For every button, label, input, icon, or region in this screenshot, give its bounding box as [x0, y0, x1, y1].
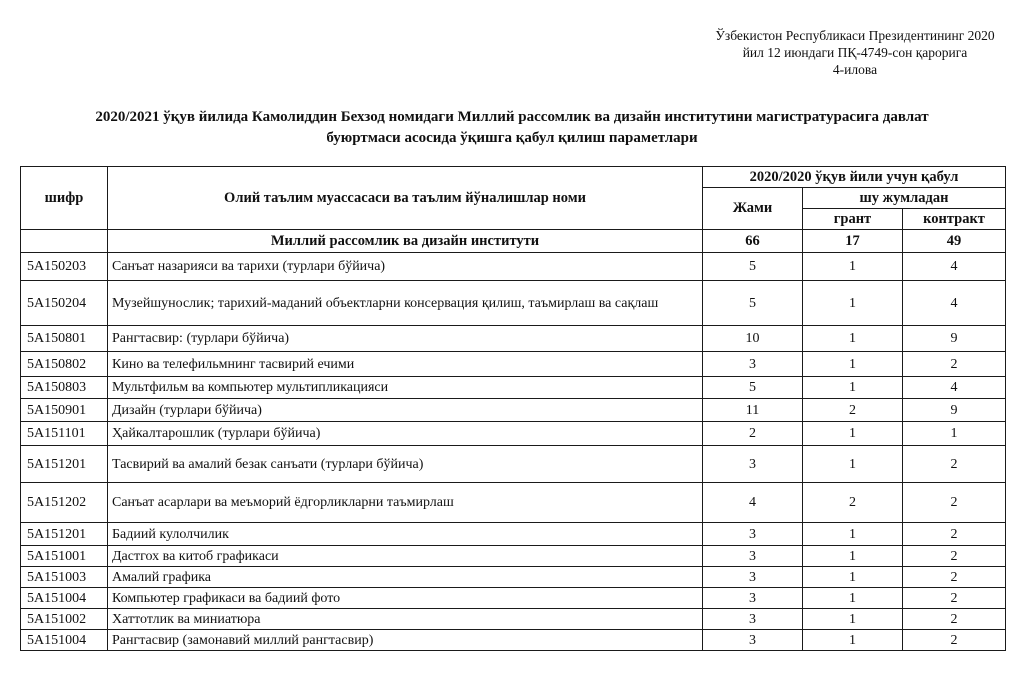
- row-name: Компьютер графикаси ва бадиий фото: [108, 588, 703, 609]
- row-grant: 1: [803, 588, 903, 609]
- header-grant: грант: [803, 209, 903, 230]
- row-contract: 2: [903, 588, 1006, 609]
- header-admission-group: 2020/2020 ўқув йили учун қабул: [703, 167, 1006, 188]
- row-grant: 1: [803, 567, 903, 588]
- table-row: [21, 352, 1006, 377]
- row-contract: 4: [903, 253, 1006, 281]
- row-name: Рангтасвир (замонавий миллий рангтасвир): [108, 630, 703, 651]
- document-title-line-2: буюртмаси асосида ўқишга қабул қилиш параметлари: [326, 130, 698, 146]
- table-row: [21, 630, 1006, 651]
- table-row: [21, 588, 1006, 609]
- row-name: Кино ва телефильмнинг тасвирий ечими: [108, 352, 703, 377]
- annex-line-3: 4-илова: [832, 62, 878, 77]
- row-total: 5: [703, 377, 803, 399]
- row-total: 3: [703, 588, 803, 609]
- institute-grant: 17: [803, 230, 903, 253]
- row-code: 5A151004: [21, 588, 108, 609]
- row-grant: 1: [803, 352, 903, 377]
- row-name: Амалий графика: [108, 567, 703, 588]
- row-grant: 1: [803, 422, 903, 446]
- row-total: 3: [703, 523, 803, 546]
- row-total: 3: [703, 630, 803, 651]
- table-row: [21, 567, 1006, 588]
- table-row: [21, 546, 1006, 567]
- table-row: [21, 483, 1006, 523]
- row-total: 3: [703, 546, 803, 567]
- row-code: 5A151001: [21, 546, 108, 567]
- row-name: Музейшунослик; тарихий-маданий объектларни консервация қилиш, таъмирлаш ва сақлаш: [108, 281, 703, 326]
- row-code: 5A150801: [21, 326, 108, 352]
- row-contract: 4: [903, 281, 1006, 326]
- row-total: 4: [703, 483, 803, 523]
- row-name: Санъат назарияси ва тарихи (турлари бўйича): [108, 253, 703, 281]
- table-row: [21, 253, 1006, 281]
- row-total: 3: [703, 446, 803, 483]
- row-code: 5A151202: [21, 483, 108, 523]
- annex-line-2: йил 12 июндаги ПҚ-4749-сон қарорига: [742, 45, 968, 60]
- table-row: [21, 609, 1006, 630]
- row-code: 5A151002: [21, 609, 108, 630]
- institute-code-cell: [21, 230, 108, 253]
- row-name: Хаттотлик ва миниатюра: [108, 609, 703, 630]
- table-row: [21, 446, 1006, 483]
- row-contract: 2: [903, 630, 1006, 651]
- table-row: [21, 523, 1006, 546]
- row-total: 11: [703, 399, 803, 422]
- row-name: Тасвирий ва амалий безак санъати (турлари бўйича): [108, 446, 703, 483]
- row-contract: 9: [903, 399, 1006, 422]
- row-grant: 1: [803, 523, 903, 546]
- admission-table: [20, 166, 1006, 651]
- row-grant: 1: [803, 377, 903, 399]
- row-contract: 2: [903, 352, 1006, 377]
- row-grant: 1: [803, 326, 903, 352]
- row-code: 5A150802: [21, 352, 108, 377]
- institute-total-row: [21, 230, 1006, 253]
- row-grant: 2: [803, 483, 903, 523]
- header-code: шифр: [21, 167, 108, 230]
- document-title: [30, 107, 994, 149]
- row-code: 5A150203: [21, 253, 108, 281]
- row-contract: 2: [903, 446, 1006, 483]
- row-name: Санъат асарлари ва меъморий ёдгорликларни таъмирлаш: [108, 483, 703, 523]
- row-grant: 2: [803, 399, 903, 422]
- table-row: [21, 399, 1006, 422]
- row-name: Мультфильм ва компьютер мультипликацияси: [108, 377, 703, 399]
- row-code: 5A151003: [21, 567, 108, 588]
- row-contract: 2: [903, 546, 1006, 567]
- table-header: [21, 167, 1006, 230]
- row-grant: 1: [803, 546, 903, 567]
- row-code: 5A150901: [21, 399, 108, 422]
- header-contract: контракт: [903, 209, 1006, 230]
- row-total: 3: [703, 567, 803, 588]
- header-including: шу жумладан: [803, 188, 1006, 209]
- row-grant: 1: [803, 446, 903, 483]
- row-code: 5A150803: [21, 377, 108, 399]
- row-contract: 2: [903, 567, 1006, 588]
- row-code: 5A151201: [21, 523, 108, 546]
- row-code: 5A151201: [21, 446, 108, 483]
- row-code: 5A151004: [21, 630, 108, 651]
- header-total: Жами: [703, 188, 803, 230]
- row-code: 5A150204: [21, 281, 108, 326]
- table-row: [21, 281, 1006, 326]
- institute-contract: 49: [903, 230, 1006, 253]
- header-name: Олий таълим муассасаси ва таълим йўналишлар номи: [108, 167, 703, 230]
- row-contract: 2: [903, 523, 1006, 546]
- row-contract: 2: [903, 609, 1006, 630]
- row-total: 2: [703, 422, 803, 446]
- row-contract: 9: [903, 326, 1006, 352]
- row-contract: 1: [903, 422, 1006, 446]
- row-grant: 1: [803, 281, 903, 326]
- row-name: Ҳайкалтарошлик (турлари бўйича): [108, 422, 703, 446]
- row-contract: 2: [903, 483, 1006, 523]
- row-total: 5: [703, 281, 803, 326]
- table-row: [21, 326, 1006, 352]
- row-code: 5A151101: [21, 422, 108, 446]
- annex-line-1: Ўзбекистон Республикаси Президентининг 2020: [715, 28, 995, 43]
- row-grant: 1: [803, 609, 903, 630]
- row-grant: 1: [803, 253, 903, 281]
- institute-name: Миллий рассомлик ва дизайн институти: [108, 230, 703, 253]
- table-row: [21, 422, 1006, 446]
- table-body: [21, 230, 1006, 651]
- row-grant: 1: [803, 630, 903, 651]
- row-total: 3: [703, 609, 803, 630]
- institute-total: 66: [703, 230, 803, 253]
- annex-reference: [690, 27, 1020, 78]
- row-total: 10: [703, 326, 803, 352]
- document-title-line-1: 2020/2021 ўқув йилида Камолиддин Бехзод номидаги Миллий рассомлик ва дизайн институтини магистратурасига давлат: [95, 109, 929, 125]
- row-name: Бадиий кулолчилик: [108, 523, 703, 546]
- row-name: Дастгох ва китоб графикаси: [108, 546, 703, 567]
- row-name: Дизайн (турлари бўйича): [108, 399, 703, 422]
- row-contract: 4: [903, 377, 1006, 399]
- table-row: [21, 377, 1006, 399]
- row-total: 5: [703, 253, 803, 281]
- row-name: Рангтасвир: (турлари бўйича): [108, 326, 703, 352]
- row-total: 3: [703, 352, 803, 377]
